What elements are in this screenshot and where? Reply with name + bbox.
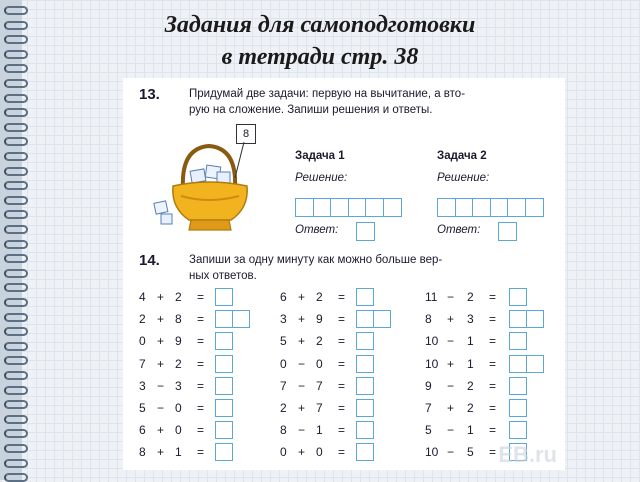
exercise-operand-a: 10 [425,356,439,371]
spiral-ring [4,283,28,292]
exercise-row [137,310,277,328]
exercise-equals: = [338,312,346,327]
exercise-operand-b: 9 [175,334,182,349]
exercise-operand-b: 2 [175,356,182,371]
answer-box[interactable] [509,421,526,439]
exercise-equals: = [197,378,205,393]
exercise-operator: + [298,334,306,349]
exercise-equals: = [338,356,346,371]
task-14-text-line2: ных ответов. [189,270,257,282]
exercise-operand-a: 0 [280,356,287,371]
page-title-line2: в тетради стр. 38 [221,44,419,70]
exercise-operand-a: 4 [139,290,146,304]
exercise-row [423,377,563,395]
exercise-operand-a: 7 [425,401,432,415]
exercise-operand-a: 10 [425,334,439,349]
problem-1-answer-label: Ответ: [295,224,339,236]
exercise-operator: + [447,401,455,415]
exercise-equals: = [338,334,346,349]
exercise-operand-b: 2 [467,401,474,415]
spiral-ring [4,371,28,380]
exercise-equals: = [197,401,205,415]
spiral-ring [4,225,28,234]
exercise-row [137,355,277,373]
spiral-ring [4,327,28,336]
spiral-ring [4,210,28,219]
answer-box[interactable] [215,399,232,417]
exercise-operand-b: 1 [467,356,474,371]
exercise-operator: + [157,356,165,371]
exercise-row [137,377,277,395]
exercise-operator: − [298,356,306,371]
exercise-operator: − [157,401,165,415]
exercise-operand-a: 5 [139,401,146,415]
exercise-operand-a: 6 [139,423,146,438]
answer-box[interactable] [509,377,526,395]
exercise-operator: + [447,312,455,327]
exercise-equals: = [338,401,346,415]
task-14-text-line1: Запиши за одну минуту как можно больше вер- [189,254,443,266]
answer-box[interactable] [509,399,526,417]
exercise-row [278,355,418,373]
exercise-operand-a: 2 [139,312,146,327]
exercise-equals: = [489,445,497,460]
answer-box[interactable] [509,332,526,350]
spiral-ring [4,459,28,468]
problem-1-answer-box[interactable] [356,222,374,241]
exercise-equals: = [338,378,346,393]
exercise-operand-b: 2 [467,290,474,304]
exercise-operand-b: 1 [316,423,323,438]
exercise-operand-b: 7 [316,401,323,415]
spiral-ring [4,79,28,88]
page-title-line1: Задания для самоподготовки [164,12,476,38]
spiral-ring [4,415,28,424]
exercise-operand-a: 2 [280,401,287,415]
exercise-operand-b: 7 [316,378,323,393]
spiral-ring [4,123,28,132]
answer-box[interactable] [356,443,373,461]
task-13-number: 13. [139,86,160,103]
spiral-ring [4,313,28,322]
answer-box[interactable] [509,355,542,373]
answer-box[interactable] [215,332,232,350]
spiral-ring [4,181,28,190]
exercise-operand-b: 0 [175,423,182,438]
exercise-operator: + [298,312,306,327]
exercise-operator: + [157,290,165,304]
exercise-operator: + [157,312,165,327]
exercise-operator: − [447,378,455,393]
problem-2-answer-label: Ответ: [437,224,481,236]
task-13-text-line1: Придумай две задачи: первую на вычитание, а вто- [189,88,466,100]
exercise-row [423,399,563,417]
exercise-operand-a: 10 [425,445,439,460]
exercise-equals: = [489,334,497,349]
spiral-ring [4,386,28,395]
exercise-operand-b: 5 [467,445,474,460]
exercise-operator: + [298,445,306,460]
spiral-ring [4,152,28,161]
exercise-row [278,421,418,439]
spiral-ring [4,342,28,351]
exercise-operand-a: 8 [280,423,287,438]
spiral-ring [4,444,28,453]
spiral-ring [4,137,28,146]
answer-box[interactable] [356,288,373,306]
exercise-operand-b: 2 [467,378,474,393]
exercise-operand-a: 11 [425,290,438,304]
answer-box[interactable] [356,421,373,439]
exercise-operand-a: 5 [280,334,287,349]
exercise-operator: + [298,401,306,415]
exercise-row [278,288,418,306]
exercise-operator: − [447,423,455,438]
exercise-operand-a: 3 [139,378,146,393]
exercise-operand-a: 0 [280,445,287,460]
exercise-row [137,288,277,306]
answer-box[interactable] [356,332,373,350]
exercise-equals: = [197,423,205,438]
spiral-ring [4,429,28,438]
exercise-operand-a: 9 [425,378,432,393]
spiral-ring [4,240,28,249]
exercise-operand-b: 9 [316,312,323,327]
exercise-operand-a: 7 [139,356,146,371]
exercise-row [278,377,418,395]
spiral-ring [4,356,28,365]
exercise-operand-a: 8 [139,445,146,460]
exercise-equals: = [197,290,205,304]
exercise-row [423,421,563,439]
exercise-equals: = [489,423,497,438]
exercise-operator: + [157,334,165,349]
exercise-equals: = [197,445,205,460]
exercise-equals: = [489,290,497,304]
spiral-ring [4,473,28,482]
exercise-operand-b: 0 [175,401,182,415]
exercise-operand-b: 0 [316,445,323,460]
exercise-row [278,332,418,350]
exercise-operand-b: 1 [467,423,474,438]
exercise-operand-a: 6 [280,290,287,304]
exercise-operator: − [447,290,455,304]
basket-price-tag: 8 [236,124,256,144]
exercise-equals: = [338,423,346,438]
exercise-operator: − [298,378,306,393]
problem-2-label: Задача 2 [437,150,487,162]
exercise-operator: + [157,445,165,460]
exercise-operator: − [447,445,455,460]
exercise-equals: = [338,290,346,304]
exercise-operator: + [298,290,306,304]
answer-box[interactable] [509,310,542,328]
exercise-operand-a: 8 [425,312,432,327]
exercise-operand-b: 3 [467,312,474,327]
problem-1-label: Задача 1 [295,150,345,162]
spiral-ring [4,254,28,263]
exercise-operand-a: 3 [280,312,287,327]
exercise-row [423,288,563,306]
exercise-row [423,332,563,350]
answer-box[interactable] [215,288,232,306]
exercise-row [137,332,277,350]
exercise-equals: = [338,445,346,460]
exercise-row [423,355,563,373]
exercise-operand-a: 0 [139,334,146,349]
exercise-operand-b: 2 [316,334,323,349]
answer-box[interactable] [356,399,373,417]
spiral-ring [4,400,28,409]
sugar-bowl-illustration [151,138,261,238]
answer-box[interactable] [215,421,232,439]
answer-box[interactable] [215,443,232,461]
spiral-ring [4,167,28,176]
exercise-equals: = [489,356,497,371]
exercise-operand-b: 2 [316,290,323,304]
exercise-equals: = [197,356,205,371]
spiral-ring [4,298,28,307]
exercise-row [423,310,563,328]
spiral-ring [4,94,28,103]
exercise-operator: − [157,378,165,393]
exercise-operator: + [157,423,165,438]
task-14-number: 14. [139,252,160,269]
exercise-operand-b: 1 [467,334,474,349]
exercise-operand-b: 3 [175,378,182,393]
exercise-operand-b: 1 [175,445,182,460]
exercise-operand-a: 5 [425,423,432,438]
answer-box[interactable] [509,288,526,306]
answer-box[interactable] [356,310,389,328]
exercise-equals: = [489,378,497,393]
notebook-spine [0,0,22,480]
exercise-equals: = [489,401,497,415]
problem-2-answer-box[interactable] [498,222,516,241]
problem-2-solution-boxes[interactable] [437,198,542,217]
exercise-operand-b: 2 [175,290,182,304]
answer-box[interactable] [356,377,373,395]
textbook-page [123,78,565,470]
exercise-row [278,399,418,417]
spiral-ring [4,269,28,278]
exercise-operand-b: 8 [175,312,182,327]
problem-2-solution-label: Решение: [437,172,490,184]
exercise-operand-b: 0 [316,356,323,371]
watermark: EB.ru [498,442,557,467]
exercise-equals: = [489,312,497,327]
answer-box[interactable] [356,355,373,373]
answer-box[interactable] [215,377,232,395]
problem-1-solution-label: Решение: [295,172,348,184]
spiral-ring [4,108,28,117]
exercise-row [137,421,277,439]
exercise-row [278,310,418,328]
exercise-row [278,443,418,461]
exercise-equals: = [197,312,205,327]
exercise-operator: − [298,423,306,438]
problem-1-solution-boxes[interactable] [295,198,400,217]
spiral-ring [4,196,28,205]
exercise-operator: − [447,334,455,349]
exercise-row [137,443,277,461]
exercise-operator: + [447,356,455,371]
answer-box[interactable] [215,310,248,328]
exercise-equals: = [197,334,205,349]
task-13-text-line2: рую на сложение. Запиши решения и ответы. [189,104,433,116]
exercise-operand-a: 7 [280,378,287,393]
answer-box[interactable] [215,355,232,373]
exercise-row [137,399,277,417]
